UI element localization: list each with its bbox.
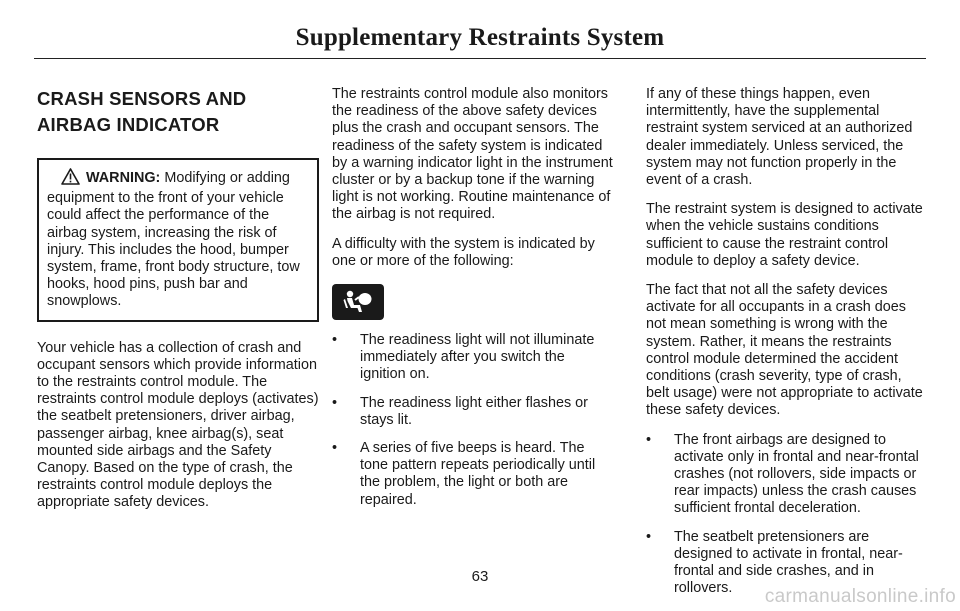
service-paragraph: If any of these things happen, even intermittently, have the supplemental restraint system serviced at an authorized dealer immediately. Unless serviced, the system may not function properly in the event of a crash. bbox=[646, 86, 913, 189]
crash-sensors-paragraph: Your vehicle has a collection of crash and occupant sensors which provide information to the restraints control module. The restraints control module deploys (activates) the seatbelt pretensioners, driver airbag, passenger airbag, knee airbag(s), seat mounted side airbags and the Safety Canopy. Based on the type of crash, the restraints control module deploys the appropriate safety devices. bbox=[37, 339, 319, 511]
page-number: 63 bbox=[471, 568, 489, 585]
warning-triangle-icon bbox=[61, 168, 80, 190]
difficulty-paragraph: A difficulty with the system is indicated by one or more of the following: bbox=[332, 235, 595, 269]
warning-text: Modifying or adding equipment to the front of your vehicle could affect the performance of the airbag system, increasing the risk of injury. This includes the hood, bumper system, frame, front body structure, tow hooks, hood pins, push bar and snowplows. bbox=[47, 170, 300, 310]
activation-paragraph: The restraint system is designed to activate when the vehicle sustains conditions sufficient to cause the restraint control module to deploy a safety device. bbox=[646, 201, 923, 269]
warning-box bbox=[37, 158, 319, 322]
monitoring-paragraph: The restraints control module also monitors the readiness of the above safety devices plus the crash and occupant sensors. The readiness of the safety system is indicated by a warning indicator light in the instrument cluster or by a backup tone if the warning light is not working. Routine maintenance of the airbag is not required. bbox=[332, 86, 613, 223]
column-1 bbox=[37, 86, 319, 524]
airbag-indicator-icon bbox=[332, 284, 384, 320]
column-2 bbox=[332, 86, 614, 520]
list-item: • The front airbags are designed to activate only in frontal and near-frontal crashes (not rollovers, side impacts or rear impacts) unless the crash causes sufficient frontal deceleration. bbox=[646, 432, 928, 518]
title-divider bbox=[34, 58, 926, 59]
list-item: • A series of five beeps is heard. The tone pattern repeats periodically until the problem, the light or both are repaired. bbox=[332, 440, 614, 509]
page-title: Supplementary Restraints System bbox=[295, 24, 665, 51]
list-item: • The readiness light will not illuminate immediately after you switch the ignition on. bbox=[332, 332, 614, 384]
column-3 bbox=[646, 86, 928, 608]
symptom-list bbox=[332, 332, 614, 509]
deployment-paragraph: The fact that not all the safety devices activate for all occupants in a crash does not mean something is wrong with the system. Rather, it means the restraints control module determined the accident conditions (crash severity, type of crash, belt usage) were not appropriate to activate these safety devices. bbox=[646, 282, 923, 419]
section-heading: CRASH SENSORS AND AIRBAG INDICATOR bbox=[37, 88, 247, 135]
list-item: • The seatbelt pretensioners are designed to activate in frontal, near-frontal and side crashes, and in rollovers. bbox=[646, 529, 928, 598]
watermark: carmanualsonline.info bbox=[764, 586, 956, 607]
warning-label: WARNING: bbox=[86, 170, 161, 186]
list-item: • The readiness light either flashes or stays lit. bbox=[332, 395, 614, 429]
